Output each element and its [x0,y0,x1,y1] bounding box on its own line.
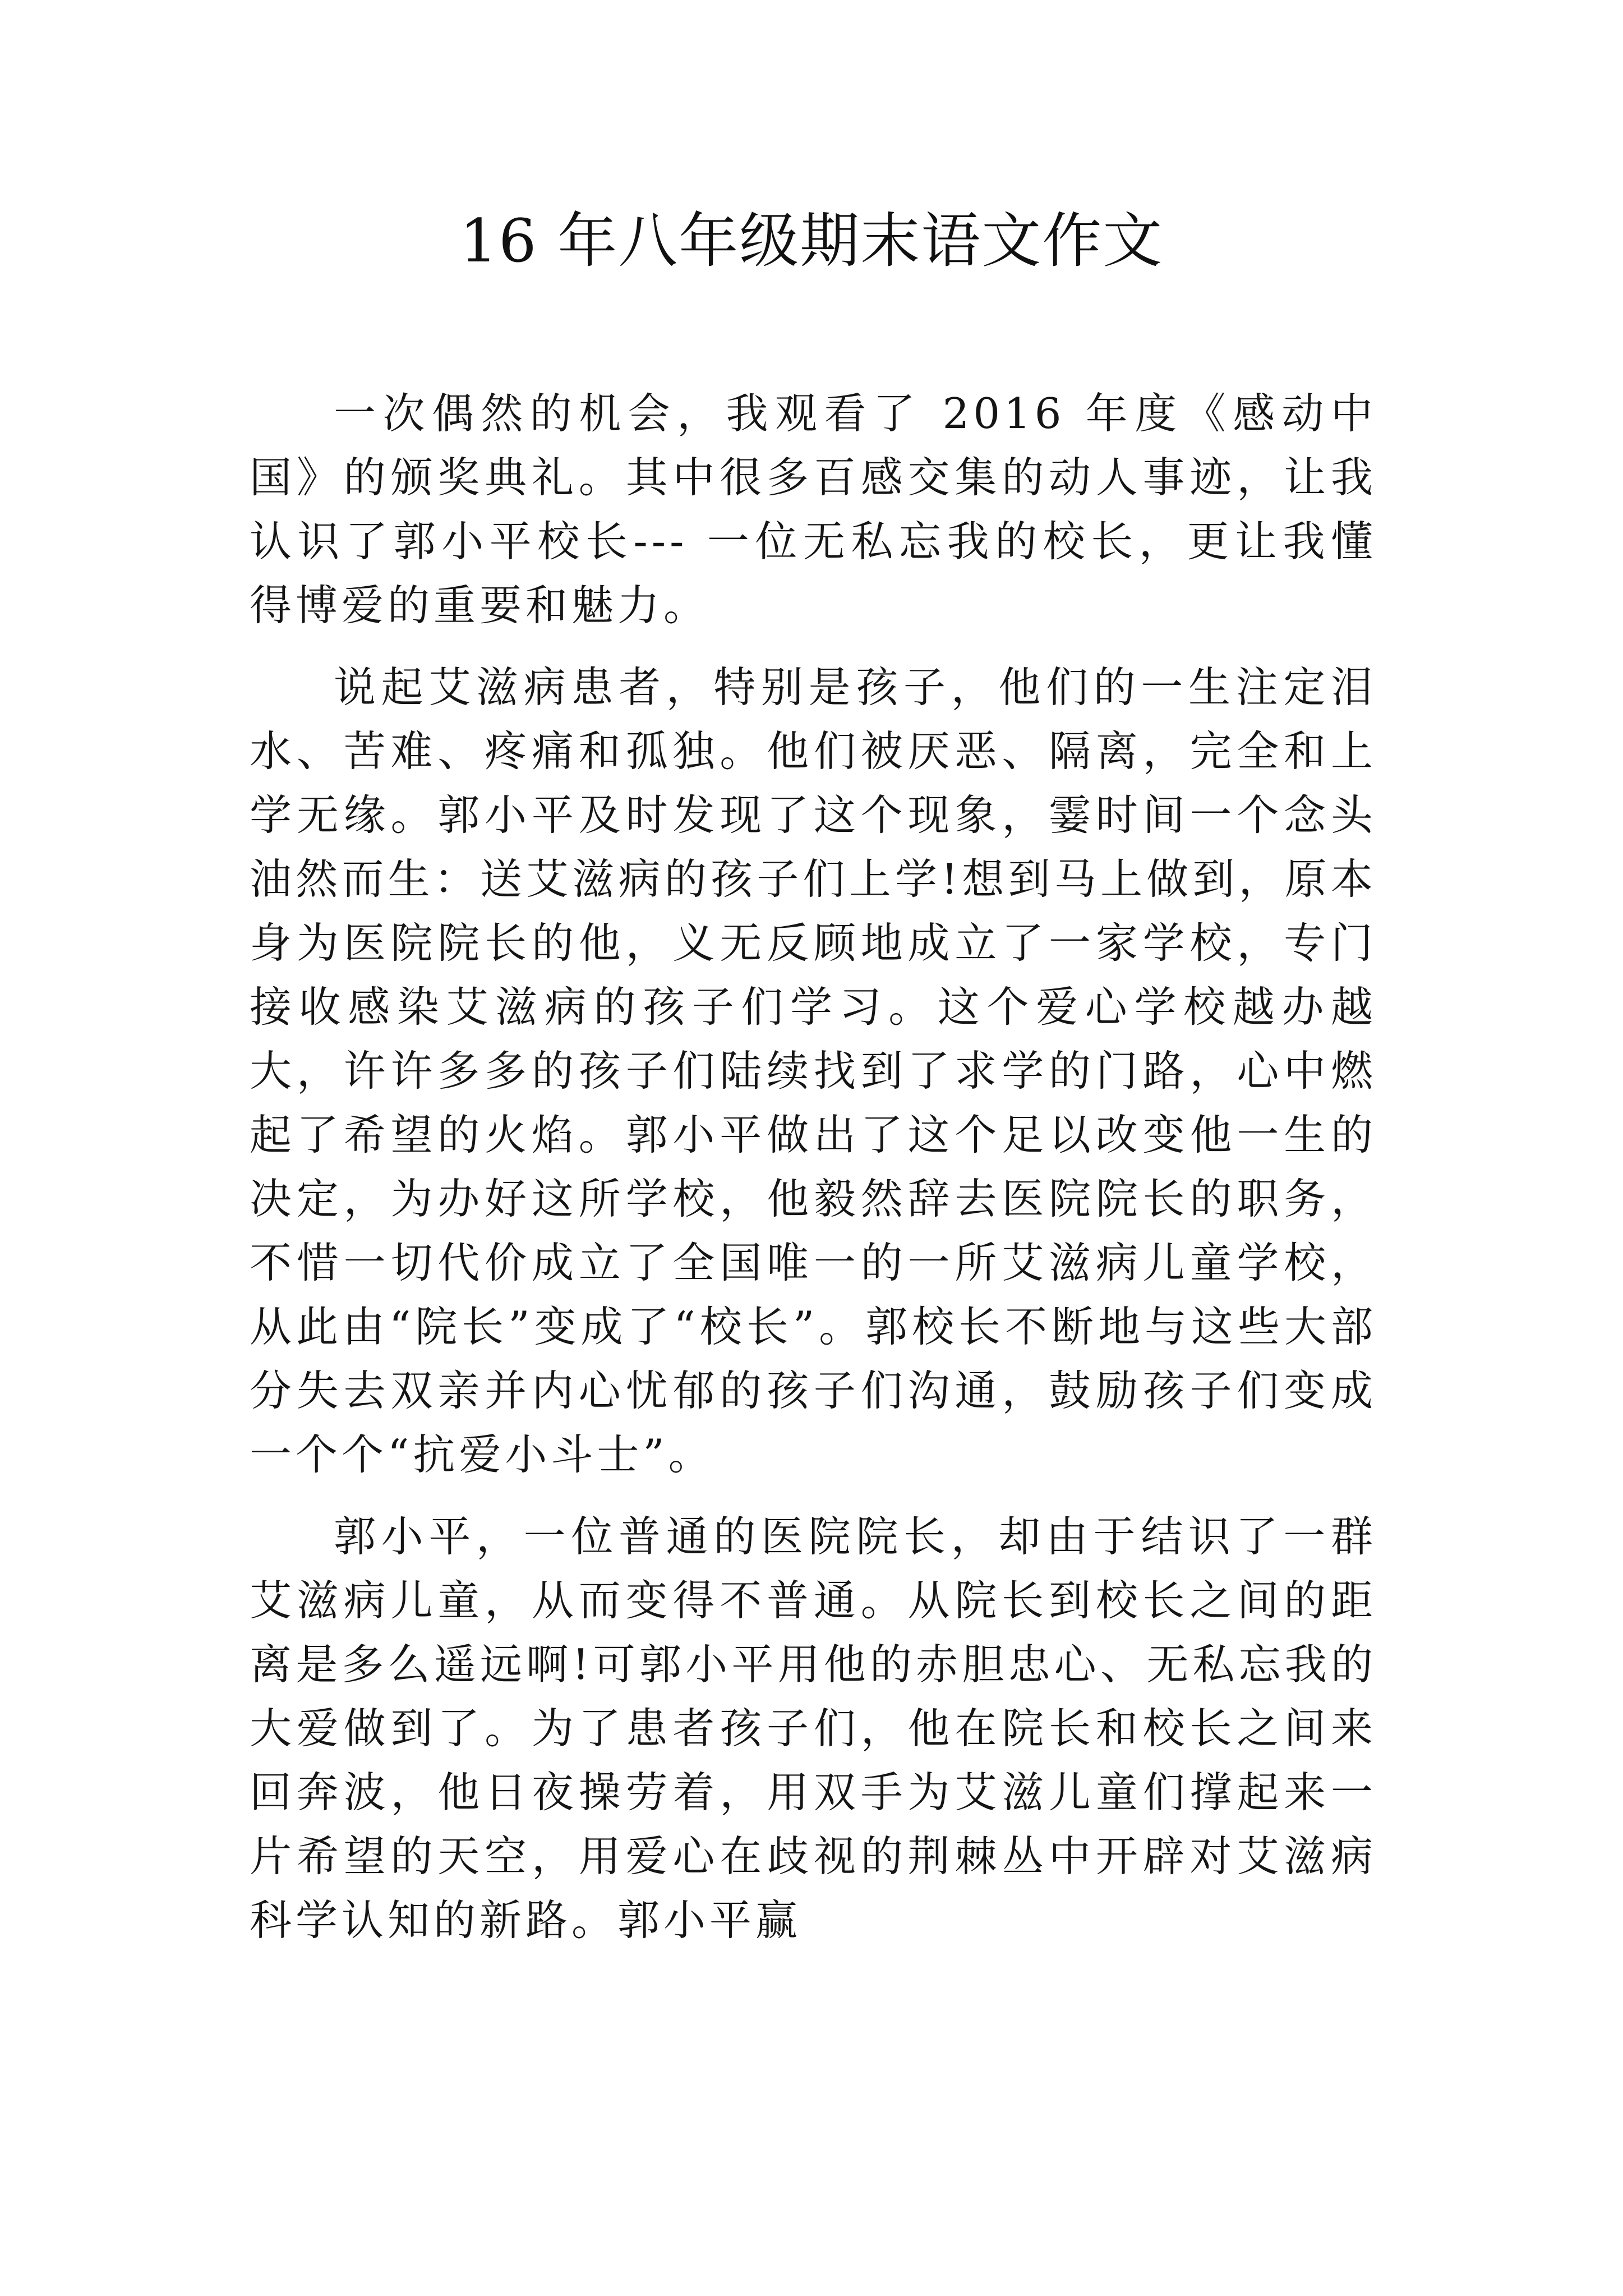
paragraph: 郭小平，一位普通的医院院长，却由于结识了一群艾滋病儿童，从而变得不普通。从院长到校长之间的距离是多么遥远啊!可郭小平用他的赤胆忠心、无私忘我的大爱做到了。为了患者孩子们，他在院长和校长之间来回奔波，他日夜操劳着，用双手为艾滋儿童们撑起来一片希望的天空，用爱心在歧视的荆棘丛中开辟对艾滋病科学认知的新路。郭小平赢 [250,1512,1377,1945]
paragraph: 说起艾滋病患者，特别是孩子，他们的一生注定泪水、苦难、疼痛和孤独。他们被厌恶、隔离，完全和上学无缘。郭小平及时发现了这个现象，霎时间一个念头油然而生：送艾滋病的孩子们上学!想到马上做到，原本身为医院院长的他，义无反顾地成立了一家学校，专门接收感染艾滋病的孩子们学习。这个爱心学校越办越大，许许多多的孩子们陆续找到了求学的门路，心中燃起了希望的火焰。郭小平做出了这个足以改变他一生的决定，为办好这所学校，他毅然辞去医院院长的职务，不惜一切代价成立了全国唯一的一所艾滋病儿童学校，从此由“院长”变成了“校长”。郭校长不断地与这些大部分失去双亲并内心忧郁的孩子们沟通，鼓励孩子们变成一个个“抗爱小斗士”。 [250,662,1377,1479]
document-body [250,381,1377,1970]
paragraph: 一次偶然的机会，我观看了 2016 年度《感动中国》的颁奖典礼。其中很多百感交集的动人事迹，让我认识了郭小平校长--- 一位无私忘我的校长，更让我懂得博爱的重要和魅力。 [250,389,1377,630]
document-title: 16 年八年级期末语文作文 [459,206,1164,275]
